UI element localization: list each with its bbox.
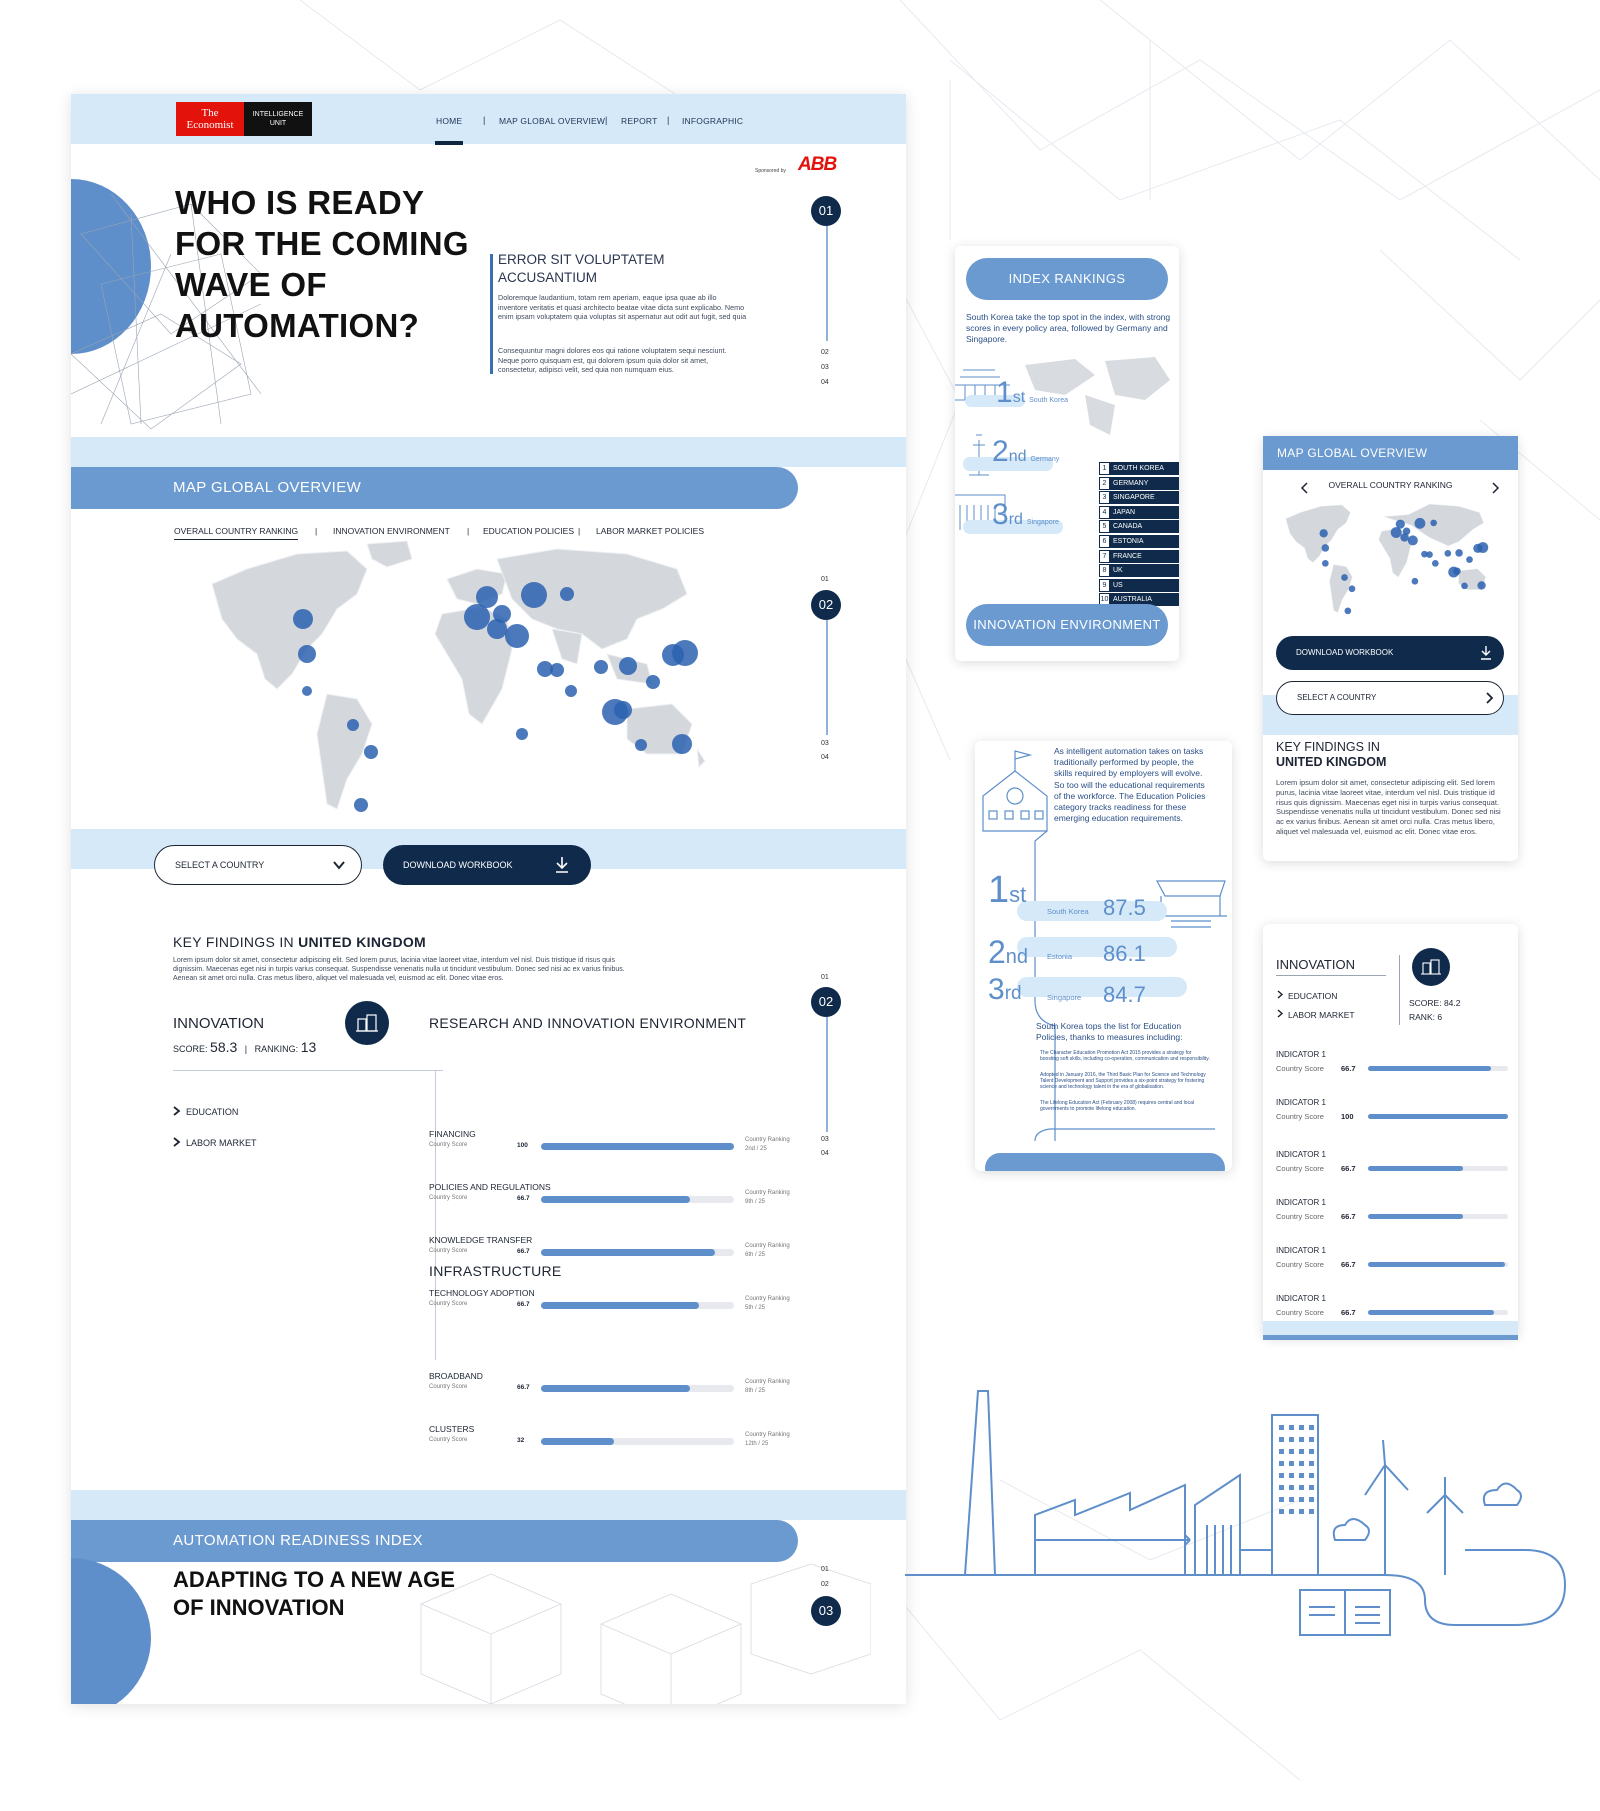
mobile-innovation-bottom-bar	[1263, 1335, 1518, 1340]
innovation-environment-pill[interactable]: INNOVATION ENVIRONMENT	[966, 604, 1168, 646]
mobile-key-findings-paragraph: Lorem ipsum dolor sit amet, consectetur adipiscing elit. Sed lorem purus, lacinia vitae laoreet vitae, interdum vel nisl. Duis tristique id risus quis dignissim. Maecenas eget nisi in turpis varius consequat. Suspendisse venenatis nulla ut tincidunt vestibulum. Donec sed nisi ac ex varius finibus. Aenean sit amet orci nulla. Cras metus libero, aliquet vel malesuada vel, euismod ac elit. Donec vitae eros.	[1276, 778, 1501, 836]
metric-progress-fill	[541, 1438, 614, 1445]
nav-map-global-overview[interactable]: MAP GLOBAL OVERVIEW	[499, 116, 606, 126]
podium-country: Singapore	[1026, 519, 1059, 526]
step-04-link[interactable]: 04	[821, 379, 829, 386]
mobile-key-findings-title	[1276, 740, 1386, 770]
mobile-select-label: SELECT A COUNTRY	[1297, 693, 1377, 702]
ranking-number: 8	[1099, 564, 1110, 577]
step-line	[826, 226, 828, 341]
metric-progress-fill	[541, 1385, 690, 1392]
map-country-marker[interactable]	[1461, 583, 1468, 590]
chevron-down-icon	[333, 860, 345, 870]
map-country-marker[interactable]	[1341, 574, 1348, 581]
podium-second	[992, 437, 1059, 467]
tab-innovation-environment[interactable]: INNOVATION ENVIRONMENT	[333, 526, 450, 536]
indicator-score-label: Country Score	[1276, 1308, 1324, 1317]
metric-label: CLUSTERS	[429, 1424, 475, 1434]
indicator-score-value: 66.7	[1341, 1064, 1356, 1073]
economist-logo[interactable]	[176, 102, 244, 136]
indicator-progress-track	[1368, 1214, 1508, 1219]
nav-separator: |	[605, 115, 608, 125]
ranking-label: RANKING:	[254, 1044, 299, 1054]
ranking-country: AUSTRALIA	[1110, 593, 1179, 606]
map-country-marker[interactable]	[1415, 518, 1426, 529]
indicator-label: INDICATOR 1	[1276, 1294, 1326, 1303]
education-text: As intelligent automation takes on tasks traditionally performed by people, the skills required by employers will evolve. So too will the educational requirements of the workforce. The Education Policies category tracks readiness for these emerging education requirements.	[1054, 746, 1206, 824]
select-country-label: SELECT A COUNTRY	[175, 860, 265, 870]
metric-score-value: 66.7	[517, 1384, 530, 1391]
step-line	[826, 620, 828, 735]
edu-rank-third	[988, 973, 1022, 1007]
score-value: 58.3	[210, 1039, 238, 1055]
metric-rank-value: 8th / 25	[745, 1388, 766, 1394]
podium-first	[996, 378, 1068, 408]
metric-progress-fill	[541, 1249, 715, 1256]
education-footer-text: South Korea tops the list for Education Policies, thanks to measures including:	[1036, 1021, 1183, 1042]
ranking-row[interactable]	[1099, 462, 1179, 475]
indicator-progress-track	[1368, 1114, 1508, 1119]
step-01-link[interactable]: 01	[821, 974, 829, 981]
ranking-country: SOUTH KOREA	[1110, 462, 1179, 475]
edu-score: 84.7	[1103, 982, 1146, 1007]
intro-subtitle: ERROR SIT VOLUPTATEM ACCUSANTIUM	[498, 252, 665, 285]
mobile-link-education[interactable]	[1277, 990, 1337, 1001]
metric-progress-fill	[541, 1302, 699, 1309]
nav-active-indicator	[435, 141, 463, 145]
step-01-link[interactable]: 01	[821, 1566, 829, 1573]
map-country-marker[interactable]	[1430, 520, 1437, 527]
indicator-score-label: Country Score	[1276, 1112, 1324, 1121]
column-divider	[1399, 955, 1400, 1025]
indicator-progress-fill	[1368, 1214, 1463, 1219]
edu-country: Estonia	[1047, 952, 1073, 961]
map-country-marker[interactable]	[364, 745, 378, 759]
index-rankings-text: South Korea take the top spot in the index, with strong scores in every policy area, followed by Germany and Singapore.	[966, 312, 1171, 344]
edu-suffix: st	[1009, 882, 1027, 907]
mobile-download-workbook-button[interactable]	[1276, 636, 1504, 670]
metric-score-label: Country Score	[429, 1301, 468, 1307]
metric-score-label: Country Score	[429, 1384, 468, 1390]
map-country-marker[interactable]	[565, 685, 577, 697]
indicator-score-label: Country Score	[1276, 1064, 1324, 1073]
map-country-marker[interactable]	[1320, 529, 1328, 537]
map-country-marker[interactable]	[293, 609, 313, 629]
chevron-right-icon	[173, 1106, 181, 1116]
key-findings-country: UNITED KINGDOM	[298, 934, 427, 950]
metric-rank-value: 12th / 25	[745, 1441, 769, 1447]
metric-rank-label: Country Ranking	[745, 1190, 790, 1196]
education-bullet: The Lifelong Education Act (February 2008) requires central and local governments to promote lifelong education.	[1040, 1100, 1194, 1112]
map-country-marker[interactable]	[635, 739, 647, 751]
key-findings-prefix: KEY FINDINGS IN	[173, 934, 294, 950]
select-country-dropdown[interactable]	[154, 845, 362, 885]
metric-rank-value: 5th / 25	[745, 1305, 766, 1311]
podium-place: 1	[996, 376, 1013, 409]
intro-paragraph-2: Consequuntur magni dolores eos qui ratione voluptatem sequi nesciunt. Neque porro quisquam est, qui dolorem ipsum quia dolor sit amet, consectetur, adipisci velit, sed quia non numquam eius.	[498, 346, 727, 374]
step-04-link[interactable]: 04	[821, 754, 829, 761]
metric-progress-track	[541, 1196, 734, 1203]
map-section-header: MAP GLOBAL OVERVIEW	[71, 467, 798, 509]
readiness-title-line-1: ADAPTING TO A NEW AGE	[173, 1567, 455, 1592]
step-02-badge[interactable]: 02	[811, 590, 841, 620]
tab-separator: |	[315, 526, 318, 536]
indicator-progress-track	[1368, 1166, 1508, 1171]
map-country-marker[interactable]	[1466, 556, 1473, 563]
mobile-map-subheader: OVERALL COUNTRY RANKING	[1328, 480, 1453, 490]
mobile-select-country[interactable]	[1276, 681, 1504, 715]
research-innovation-heading: RESEARCH AND INNOVATION ENVIRONMENT	[429, 1015, 747, 1031]
map-country-marker[interactable]	[1345, 608, 1352, 615]
logo-text-economist: Economist	[186, 119, 234, 131]
map-section-band	[71, 437, 906, 467]
indicator-label: INDICATOR 1	[1276, 1246, 1326, 1255]
chevron-right-icon	[1277, 1009, 1284, 1018]
podium-place: 3	[992, 498, 1009, 531]
chevron-right-icon	[173, 1137, 181, 1147]
download-workbook-label: DOWNLOAD WORKBOOK	[403, 860, 513, 870]
metric-label: POLICIES AND REGULATIONS	[429, 1182, 551, 1192]
metric-rank-value: 9th / 25	[745, 1199, 766, 1205]
indicator-progress-fill	[1368, 1262, 1505, 1267]
ranking-row[interactable]	[1099, 550, 1179, 563]
map-country-marker[interactable]	[487, 619, 507, 639]
ranking-row[interactable]	[1099, 520, 1179, 533]
map-country-marker[interactable]	[521, 582, 547, 608]
map-country-marker[interactable]	[1400, 533, 1408, 541]
education-bullet: Adopted in January 2016, the Third Basic Plan for Science and Technology Talent Development and Support provides a six-point strategy for fostering science and technology talent in the era of globalisation.	[1040, 1072, 1206, 1090]
readiness-header: AUTOMATION READINESS INDEX	[71, 1520, 798, 1562]
indicator-progress-track	[1368, 1310, 1508, 1315]
indicator-label: INDICATOR 1	[1276, 1050, 1326, 1059]
edu-place: 2	[988, 934, 1006, 970]
indicator-label: INDICATOR 1	[1276, 1098, 1326, 1107]
edu-score: 86.1	[1103, 941, 1146, 966]
step-02-link[interactable]: 02	[821, 1581, 829, 1588]
tab-education-policies[interactable]: EDUCATION POLICIES	[483, 526, 574, 536]
mobile-innovation-score: SCORE: 84.2	[1409, 998, 1461, 1008]
edu-country: South Korea	[1047, 907, 1089, 916]
metric-progress-track	[541, 1302, 734, 1309]
intelligence-unit-logo	[244, 102, 312, 136]
ranking-number: 10	[1099, 593, 1110, 606]
map-country-marker[interactable]	[1349, 585, 1356, 592]
metric-rank-label: Country Ranking	[745, 1243, 790, 1249]
metric-progress-fill	[541, 1143, 734, 1150]
readiness-title-line-2: OF INNOVATION	[173, 1595, 345, 1620]
column-divider	[435, 1070, 436, 1360]
readiness-title	[173, 1566, 455, 1622]
edu-score: 87.5	[1103, 895, 1146, 920]
map-country-marker[interactable]	[602, 699, 628, 725]
indicator-label: INDICATOR 1	[1276, 1150, 1326, 1159]
ranking-row[interactable]	[1099, 579, 1179, 592]
ranking-number: 5	[1099, 520, 1110, 533]
step-01-badge[interactable]: 01	[811, 196, 841, 226]
ranking-number: 9	[1099, 579, 1110, 592]
podium-suffix: nd	[1008, 448, 1027, 465]
metric-rank-value: 2nd / 25	[745, 1146, 767, 1152]
map-country-marker[interactable]	[1455, 549, 1463, 557]
indicator-progress-track	[1368, 1262, 1508, 1267]
map-country-marker[interactable]	[1408, 535, 1418, 545]
podium-place: 2	[992, 435, 1009, 468]
infrastructure-heading: INFRASTRUCTURE	[429, 1263, 562, 1279]
chevron-right-icon	[1277, 990, 1284, 999]
hero-title: WHO IS READY FOR THE COMING WAVE OF AUTOMATION?	[175, 184, 469, 344]
metric-score-label: Country Score	[429, 1142, 468, 1148]
map-country-marker[interactable]	[298, 645, 316, 663]
metric-progress-track	[541, 1249, 734, 1256]
map-country-marker[interactable]	[505, 624, 529, 648]
metric-label: BROADBAND	[429, 1371, 483, 1381]
innovation-heading: INNOVATION	[173, 1015, 265, 1032]
podium-suffix: rd	[1008, 511, 1023, 528]
ranking-number: 7	[1099, 550, 1110, 563]
sponsored-by-label: Sponsored by	[755, 168, 786, 174]
map-country-marker[interactable]	[1448, 567, 1459, 578]
metric-score-label: Country Score	[429, 1437, 468, 1443]
map-country-marker[interactable]	[354, 798, 368, 812]
map-country-marker[interactable]	[464, 604, 490, 630]
mobile-kf-line-2: UNITED KINGDOM	[1276, 755, 1387, 769]
ranking-country: GERMANY	[1110, 477, 1179, 490]
indicator-score-value: 66.7	[1341, 1308, 1356, 1317]
ranking-country: FRANCE	[1110, 550, 1179, 563]
map-country-marker[interactable]	[550, 663, 564, 677]
intro-paragraph-1: Doloremque laudantium, totam rem aperiam, eaque ipsa quae ab illo inventore veritatis et quasi architecto beatae vitae dicta sunt explicabo. Nemo enim ipsam voluptatem quia voluptas sit aspernatur aut odit aut fugit, sed quia	[498, 293, 747, 321]
nav-separator: |	[483, 115, 486, 125]
map-country-marker[interactable]	[1412, 578, 1419, 585]
innovation-building-icon	[1412, 948, 1450, 986]
metric-progress-track	[541, 1385, 734, 1392]
metric-label: TECHNOLOGY ADOPTION	[429, 1288, 535, 1298]
podium-country: Germany	[1030, 456, 1060, 463]
map-country-marker[interactable]	[347, 719, 359, 731]
ranking-country: JAPAN	[1110, 506, 1179, 519]
ranking-number: 2	[1099, 477, 1110, 490]
edu-country: Singapore	[1047, 993, 1082, 1002]
map-country-marker[interactable]	[672, 640, 698, 666]
innovation-building-icon	[345, 1001, 389, 1045]
metric-score-value: 100	[517, 1142, 528, 1149]
tab-overall-country-ranking[interactable]: OVERALL COUNTRY RANKING	[174, 526, 299, 536]
metric-score-label: Country Score	[429, 1195, 468, 1201]
metric-rank-value: 6th / 25	[745, 1252, 766, 1258]
logo-text-intelligence: INTELLIGENCE	[252, 111, 304, 118]
metric-score-value: 66.7	[517, 1301, 530, 1308]
mobile-innovation-heading: INNOVATION	[1276, 957, 1355, 972]
map-country-marker[interactable]	[1322, 560, 1329, 567]
ranking-country: UK	[1110, 564, 1179, 577]
ranking-number: 4	[1099, 506, 1110, 519]
map-country-marker[interactable]	[1432, 560, 1439, 567]
readiness-semicircle	[71, 1558, 151, 1704]
step-03-link[interactable]: 03	[821, 740, 829, 747]
logo-text-the: The	[201, 107, 219, 119]
mobile-innovation-rank: RANK: 6	[1409, 1012, 1443, 1022]
podium-suffix: st	[1012, 389, 1026, 406]
indicator-score-value: 100	[1341, 1112, 1354, 1121]
ranking-number: 1	[1099, 462, 1110, 475]
step-04-link[interactable]: 04	[821, 1150, 829, 1157]
ranking-country: US	[1110, 579, 1179, 592]
map-country-marker[interactable]	[646, 675, 660, 689]
metric-progress-fill	[541, 1196, 690, 1203]
metric-label: KNOWLEDGE TRANSFER	[429, 1235, 533, 1245]
metric-progress-track	[541, 1438, 734, 1445]
download-workbook-button[interactable]	[383, 845, 591, 885]
link-labor-market[interactable]	[173, 1137, 257, 1148]
chevron-right-icon[interactable]	[1490, 482, 1500, 494]
nav-separator: |	[667, 115, 670, 125]
indicator-score-value: 66.7	[1341, 1212, 1356, 1221]
metric-score-value: 66.7	[517, 1195, 530, 1202]
ranking-value: 13	[300, 1039, 317, 1055]
metric-score-value: 66.7	[517, 1248, 530, 1255]
score-label: SCORE:	[173, 1044, 208, 1054]
world-map[interactable]	[207, 539, 727, 839]
edu-place: 1	[988, 869, 1010, 911]
map-country-marker[interactable]	[1426, 551, 1433, 558]
mobile-map-header: MAP GLOBAL OVERVIEW	[1263, 436, 1518, 470]
logo-text-unit: UNIT	[269, 120, 287, 127]
step-02-link[interactable]: 02	[821, 349, 829, 356]
metric-label: FINANCING	[429, 1129, 476, 1139]
ranking-number: 3	[1099, 491, 1110, 504]
mobile-link-labor-market-label: LABOR MARKET	[1288, 1010, 1355, 1020]
link-education-label: EDUCATION	[186, 1107, 239, 1117]
nav-report[interactable]: REPORT	[621, 116, 658, 126]
indicator-score-value: 66.7	[1341, 1260, 1356, 1269]
cityscape-line-illustration	[905, 1385, 1595, 1645]
mobile-world-map[interactable]	[1272, 500, 1512, 625]
map-country-marker[interactable]	[516, 728, 528, 740]
step-01-link[interactable]: 01	[821, 576, 829, 583]
divider	[1276, 975, 1386, 976]
indicator-progress-track	[1368, 1066, 1508, 1071]
ranking-row[interactable]	[1099, 564, 1179, 577]
map-country-marker[interactable]	[1477, 581, 1485, 589]
nav-infographic[interactable]: INFOGRAPHIC	[682, 116, 744, 126]
map-country-marker[interactable]	[1391, 527, 1402, 538]
edu-rank-second	[988, 934, 1028, 971]
download-icon	[555, 856, 569, 874]
edu-suffix: nd	[1005, 946, 1029, 968]
indicator-label: INDICATOR 1	[1276, 1198, 1326, 1207]
key-findings-paragraph: Lorem ipsum dolor sit amet, consectetur adipiscing elit. Sed lorem purus, lacinia vitae laoreet vitae, interdum vel nisl. Duis tristique id risus quis dignissim. Maecenas eget nisi in turpis varius consequat. Suspendisse venenatis nulla ut tincidunt vestibulum. Donec sed nisi ac ex varius finibus. Aenean sit amet orci nulla. Cras metus libero, aliquet vel malesuada vel, euismod ac elit. Donec vitae eros.	[173, 957, 625, 982]
podium-country: South Korea	[1029, 397, 1069, 404]
map-country-marker[interactable]	[1322, 544, 1330, 552]
indicator-progress-fill	[1368, 1310, 1494, 1315]
metric-rank-label: Country Ranking	[745, 1432, 790, 1438]
ranking-table	[1099, 462, 1179, 608]
metric-score-value: 32	[517, 1437, 525, 1444]
tab-labor-market-policies[interactable]: LABOR MARKET POLICIES	[596, 526, 705, 536]
map-country-marker[interactable]	[619, 657, 637, 675]
metric-rank-label: Country Ranking	[745, 1137, 790, 1143]
readiness-band	[71, 1490, 906, 1520]
indicator-progress-fill	[1368, 1114, 1508, 1119]
ranking-country: ESTONIA	[1110, 535, 1179, 548]
ranking-row[interactable]	[1099, 491, 1179, 504]
map-country-marker[interactable]	[672, 734, 692, 754]
step-03-link[interactable]: 03	[821, 1136, 829, 1143]
tab-separator: |	[578, 526, 581, 536]
chevron-right-icon	[1485, 692, 1494, 705]
ranking-country: CANADA	[1110, 520, 1179, 533]
indicator-score-value: 66.7	[1341, 1164, 1356, 1173]
metric-rank-label: Country Ranking	[745, 1379, 790, 1385]
map-country-marker[interactable]	[1477, 542, 1488, 553]
map-country-marker[interactable]	[560, 587, 574, 601]
intro-accent-bar	[490, 254, 493, 374]
step-03-badge[interactable]: 03	[811, 1596, 841, 1626]
nav-home[interactable]: HOME	[436, 116, 463, 126]
map-country-marker[interactable]	[594, 660, 608, 674]
score-separator: |	[244, 1044, 248, 1054]
desktop-page	[71, 94, 906, 1704]
link-labor-market-label: LABOR MARKET	[186, 1138, 257, 1148]
metric-rank-label: Country Ranking	[745, 1296, 790, 1302]
indicator-progress-fill	[1368, 1166, 1463, 1171]
abb-logo: ABB	[798, 154, 837, 175]
link-education[interactable]	[173, 1106, 238, 1117]
mobile-link-labor-market[interactable]	[1277, 1009, 1355, 1020]
ranking-row[interactable]	[1099, 477, 1179, 490]
ranking-country: SINGAPORE	[1110, 491, 1179, 504]
step-02-badge[interactable]: 02	[811, 987, 841, 1017]
podium-third	[992, 500, 1059, 530]
edu-suffix: rd	[1004, 983, 1022, 1004]
metric-progress-track	[541, 1143, 734, 1150]
indicator-score-label: Country Score	[1276, 1164, 1324, 1173]
metric-score-label: Country Score	[429, 1248, 468, 1254]
mobile-link-education-label: EDUCATION	[1288, 991, 1338, 1001]
indicator-score-label: Country Score	[1276, 1212, 1324, 1221]
step-line	[826, 1017, 828, 1132]
map-country-marker[interactable]	[1445, 550, 1452, 557]
download-icon	[1480, 645, 1492, 661]
index-rankings-header: INDEX RANKINGS	[966, 258, 1168, 300]
indicator-progress-fill	[1368, 1066, 1491, 1071]
edu-rank-first	[988, 869, 1026, 912]
map-country-marker[interactable]	[302, 686, 312, 696]
innovation-score-line	[173, 1039, 316, 1055]
edu-place: 3	[988, 973, 1005, 1006]
ranking-row[interactable]	[1099, 535, 1179, 548]
tab-separator: |	[467, 526, 470, 536]
divider	[173, 1070, 443, 1071]
indicator-score-label: Country Score	[1276, 1260, 1324, 1269]
key-findings-title	[173, 934, 426, 950]
ranking-row[interactable]	[1099, 506, 1179, 519]
ranking-number: 6	[1099, 535, 1110, 548]
step-03-link[interactable]: 03	[821, 364, 829, 371]
mobile-kf-line-1: KEY FINDINGS IN	[1276, 740, 1380, 754]
mobile-innovation-card	[1263, 924, 1518, 1337]
mobile-download-label: DOWNLOAD WORKBOOK	[1296, 648, 1394, 657]
education-bullet: The Character Education Promotion Act 2015 provides a strategy for boosting soft skills, including co-operation, communication and responsibility.	[1040, 1050, 1210, 1062]
